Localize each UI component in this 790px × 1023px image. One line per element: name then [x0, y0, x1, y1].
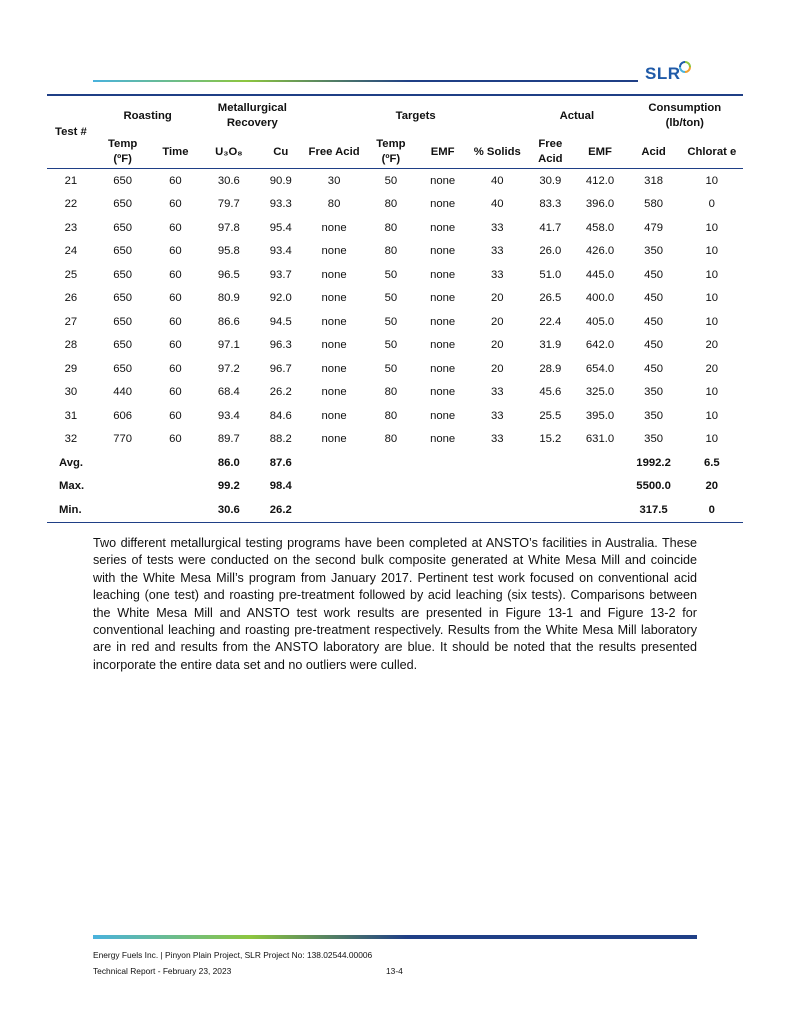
summary-empty-cell: [364, 475, 418, 499]
cell-emf: none: [430, 409, 456, 422]
cell-free-acid: none: [321, 315, 347, 328]
header-actual: Actual: [527, 95, 626, 136]
cell-free-acid: none: [321, 245, 347, 258]
cell-test: 23: [64, 221, 78, 234]
cell-u3o8: 68.4: [217, 386, 240, 399]
cell-time: 60: [169, 315, 182, 328]
cell-test: 29: [64, 362, 78, 375]
cell-solids: 33: [491, 409, 504, 422]
footer-project-line: Energy Fuels Inc. | Pinyon Plain Project, SLR Project No: 138.02544.00006: [93, 950, 373, 960]
summary-empty-cell: [467, 475, 527, 499]
summary-empty-cell: [304, 451, 364, 475]
cell-a-emf: 325.0: [585, 386, 615, 399]
cell-temp: 650: [113, 339, 133, 352]
header-consumption: Consumption (lb/ton): [627, 95, 743, 136]
table-row: [47, 193, 743, 217]
cell-temp: 770: [113, 433, 133, 446]
cell-free-acid: none: [321, 339, 347, 352]
cell-a-free-acid: 30.9: [539, 174, 562, 187]
summary-cu: 87.6: [269, 456, 292, 469]
cell-solids: 20: [491, 362, 504, 375]
cell-free-acid: 30: [327, 174, 341, 187]
cell-acid: 350: [644, 386, 664, 399]
cell-cu: 96.3: [269, 339, 292, 352]
col-roast-temp: [95, 136, 151, 169]
table-body: [47, 169, 743, 523]
cell-emf: none: [430, 339, 456, 352]
cell-t-temp: 50: [384, 362, 398, 375]
footer-rule: [93, 935, 697, 939]
cell-a-free-acid: 25.5: [539, 409, 562, 422]
summary-empty-cell: [364, 498, 418, 522]
summary-empty-cell: [150, 475, 200, 499]
cell-test: 25: [64, 268, 78, 281]
cell-time: 60: [169, 268, 182, 281]
cell-acid: 450: [644, 362, 664, 375]
cell-temp: 650: [113, 268, 133, 281]
cell-emf: none: [430, 221, 456, 234]
cell-temp: 606: [113, 409, 133, 422]
summary-empty-cell: [574, 498, 627, 522]
cell-emf: none: [430, 198, 456, 211]
cell-temp: 650: [113, 245, 133, 258]
cell-acid: 350: [644, 433, 664, 446]
summary-empty-cell: [304, 498, 364, 522]
cell-time: 60: [169, 433, 182, 446]
cell-a-free-acid: 26.5: [539, 292, 562, 305]
col-roast-temp-label: Temp: [107, 138, 138, 150]
cell-solids: 20: [491, 292, 504, 305]
cell-a-free-acid: 31.9: [539, 339, 562, 352]
summary-label: Max.: [59, 480, 85, 493]
cell-test: 30: [64, 386, 78, 399]
summary-label: Avg.: [59, 456, 84, 469]
cell-cu: 96.7: [269, 362, 292, 375]
header-test-number: Test #: [47, 95, 95, 169]
summary-empty-cell: [95, 475, 151, 499]
cell-chlorate: 10: [705, 221, 719, 234]
summary-empty-cell: [150, 451, 200, 475]
cell-free-acid: none: [321, 268, 347, 281]
cell-test: 21: [64, 174, 78, 187]
cell-a-emf: 631.0: [585, 433, 615, 446]
cell-acid: 450: [644, 339, 664, 352]
cell-chlorate: 10: [705, 174, 719, 187]
col-percent-solids: % Solids: [467, 136, 527, 169]
table-row: [47, 404, 743, 428]
cell-cu: 84.6: [269, 409, 292, 422]
cell-emf: none: [430, 433, 456, 446]
cell-acid: 450: [644, 292, 664, 305]
cell-chlorate: 10: [705, 386, 719, 399]
table-row: [47, 216, 743, 240]
cell-cu: 92.0: [269, 292, 292, 305]
page-number: 13-4: [386, 966, 403, 976]
table-group-header-row: [47, 95, 743, 136]
col-chlorate: Chlorat e: [681, 136, 743, 169]
cell-temp: 650: [113, 221, 133, 234]
summary-empty-cell: [418, 451, 468, 475]
cell-a-emf: 458.0: [585, 221, 615, 234]
cell-test: 28: [64, 339, 78, 352]
table-row: [47, 381, 743, 405]
cell-time: 60: [169, 386, 182, 399]
cell-t-temp: 80: [384, 245, 398, 258]
table-row: [47, 310, 743, 334]
summary-row: [47, 475, 743, 499]
col-target-temp-unit: (ºF): [381, 153, 401, 165]
summary-empty-cell: [95, 498, 151, 522]
summary-acid: 1992.2: [636, 456, 671, 469]
cell-temp: 650: [113, 292, 133, 305]
cell-solids: 40: [491, 174, 504, 187]
cell-solids: 33: [491, 433, 504, 446]
summary-row: [47, 498, 743, 522]
col-cu: Cu: [257, 136, 304, 169]
cell-chlorate: 10: [705, 292, 719, 305]
col-acid: Acid: [627, 136, 681, 169]
cell-chlorate: 10: [705, 315, 719, 328]
cell-a-emf: 642.0: [585, 339, 615, 352]
cell-u3o8: 97.8: [217, 221, 240, 234]
cell-free-acid: 80: [327, 198, 341, 211]
cell-cu: 94.5: [269, 315, 292, 328]
cell-time: 60: [169, 339, 182, 352]
summary-empty-cell: [150, 498, 200, 522]
cell-a-free-acid: 26.0: [539, 245, 562, 258]
table-row: [47, 334, 743, 358]
cell-a-emf: 412.0: [585, 174, 615, 187]
cell-temp: 650: [113, 198, 133, 211]
summary-empty-cell: [467, 451, 527, 475]
table-row: [47, 169, 743, 193]
cell-solids: 33: [491, 221, 504, 234]
cell-emf: none: [430, 386, 456, 399]
cell-cu: 90.9: [269, 174, 292, 187]
table-row: [47, 240, 743, 264]
summary-acid: 317.5: [627, 498, 681, 522]
cell-a-emf: 395.0: [585, 409, 615, 422]
cell-cu: 93.4: [269, 245, 292, 258]
cell-time: 60: [169, 174, 182, 187]
summary-chlorate: 0: [681, 498, 743, 522]
cell-u3o8: 97.1: [217, 339, 240, 352]
cell-chlorate: 10: [705, 409, 719, 422]
cell-t-temp: 80: [384, 198, 398, 211]
cell-a-free-acid: 15.2: [539, 433, 562, 446]
cell-a-free-acid: 51.0: [539, 268, 562, 281]
table-column-header-row: [47, 136, 743, 169]
cell-time: 60: [169, 292, 182, 305]
summary-empty-cell: [304, 475, 364, 499]
cell-emf: none: [430, 174, 456, 187]
cell-a-emf: 426.0: [585, 245, 615, 258]
cell-a-emf: 400.0: [585, 292, 615, 305]
cell-time: 60: [169, 362, 182, 375]
table-row: [47, 357, 743, 381]
summary-empty-cell: [95, 451, 151, 475]
summary-empty-cell: [418, 475, 468, 499]
cell-t-temp: 80: [384, 386, 398, 399]
cell-a-free-acid: 45.6: [539, 386, 562, 399]
cell-temp: 440: [113, 386, 133, 399]
summary-chlorate: 6.5: [703, 456, 720, 469]
cell-a-free-acid: 41.7: [539, 221, 562, 234]
header-roasting: Roasting: [95, 95, 201, 136]
cell-emf: none: [430, 268, 456, 281]
cell-u3o8: 89.7: [217, 433, 240, 446]
cell-chlorate: 10: [705, 433, 719, 446]
cell-u3o8: 97.2: [217, 362, 240, 375]
cell-chlorate: 20: [705, 339, 719, 352]
cell-t-temp: 80: [384, 409, 398, 422]
cell-acid: 479: [644, 221, 664, 234]
summary-u3o8: 30.6: [200, 498, 257, 522]
cell-t-temp: 50: [384, 315, 398, 328]
summary-empty-cell: [364, 451, 418, 475]
cell-a-emf: 654.0: [585, 362, 615, 375]
cell-t-temp: 50: [384, 268, 398, 281]
cell-cu: 93.3: [269, 198, 292, 211]
footer-report-line: Technical Report - February 23, 2023: [93, 966, 232, 976]
cell-emf: none: [430, 315, 456, 328]
cell-free-acid: none: [321, 292, 347, 305]
cell-solids: 20: [491, 339, 504, 352]
cell-chlorate: 10: [705, 268, 719, 281]
cell-u3o8: 79.7: [217, 198, 240, 211]
cell-free-acid: none: [321, 386, 347, 399]
cell-chlorate: 10: [705, 245, 719, 258]
cell-u3o8: 86.6: [217, 315, 240, 328]
cell-t-temp: 80: [384, 221, 398, 234]
cell-test: 24: [64, 245, 78, 258]
summary-cu: 98.4: [269, 480, 292, 493]
cell-cu: 95.4: [269, 221, 292, 234]
cell-solids: 33: [491, 386, 504, 399]
cell-solids: 40: [491, 198, 504, 211]
cell-u3o8: 93.4: [217, 409, 240, 422]
cell-t-temp: 50: [384, 339, 398, 352]
col-target-emf: EMF: [418, 136, 468, 169]
slr-logo: SLR: [645, 64, 681, 83]
cell-a-free-acid: 28.9: [539, 362, 562, 375]
cell-emf: none: [430, 362, 456, 375]
cell-cu: 26.2: [269, 386, 292, 399]
col-roast-temp-unit: (ºF): [113, 153, 132, 165]
cell-acid: 580: [644, 198, 664, 211]
header-rule: [93, 80, 638, 82]
cell-time: 60: [169, 198, 182, 211]
cell-free-acid: none: [321, 362, 347, 375]
test-results-table: [47, 94, 743, 523]
cell-free-acid: none: [321, 409, 347, 422]
col-target-free-acid: Free Acid: [304, 136, 364, 169]
cell-free-acid: none: [321, 221, 347, 234]
cell-u3o8: 80.9: [217, 292, 240, 305]
col-u3o8: U₃O₈: [200, 136, 257, 169]
summary-empty-cell: [527, 475, 573, 499]
cell-u3o8: 95.8: [217, 245, 240, 258]
cell-solids: 33: [491, 245, 504, 258]
cell-cu: 88.2: [269, 433, 292, 446]
cell-t-temp: 50: [384, 174, 398, 187]
summary-cu: 26.2: [257, 498, 304, 522]
summary-empty-cell: [418, 498, 468, 522]
cell-test: 22: [64, 198, 78, 211]
cell-time: 60: [169, 221, 182, 234]
cell-a-free-acid: 22.4: [539, 315, 562, 328]
cell-a-emf: 396.0: [585, 198, 615, 211]
summary-empty-cell: [467, 498, 527, 522]
summary-acid: 5500.0: [636, 480, 671, 493]
summary-label: Min.: [47, 498, 95, 522]
cell-test: 31: [64, 409, 78, 422]
cell-solids: 33: [491, 268, 504, 281]
body-paragraph: [93, 535, 697, 674]
cell-time: 60: [169, 409, 182, 422]
cell-acid: 450: [644, 315, 664, 328]
cell-free-acid: none: [321, 433, 347, 446]
cell-temp: 650: [113, 362, 133, 375]
cell-acid: 350: [644, 245, 664, 258]
table-row: [47, 287, 743, 311]
cell-cu: 93.7: [269, 268, 292, 281]
cell-t-temp: 80: [384, 433, 398, 446]
cell-temp: 650: [113, 315, 133, 328]
summary-u3o8: 99.2: [217, 480, 240, 493]
summary-u3o8: 86.0: [217, 456, 240, 469]
header-targets: Targets: [304, 95, 527, 136]
col-roast-time: Time: [150, 136, 200, 169]
body-text: Two different metallurgical testing programs have been completed at ANSTO’s facilities in Australia. These series of tests were conducted on the second bulk composite generated at White Mesa Mill and coincide with the White Mesa Mill’s program from January 2017. Pertinent test work focused on conventional acid leaching (one test) and roasting pre-treatment followed by acid leaching (six tests). Comparisons between the White Mesa Mill and ANSTO test work results are presented in Figure 13-1 and Figure 13-2 for conventional leaching and roasting pre-treatment respectively. Results from the White Mesa Mill laboratory are in red and results from the ANSTO laboratory are blue. It should be noted that the results presented incorporate the entire data set and no outliers were culled.: [93, 536, 697, 672]
cell-a-emf: 445.0: [585, 268, 615, 281]
cell-time: 60: [169, 245, 182, 258]
cell-test: 27: [64, 315, 78, 328]
header-metallurgical-recovery: Metallurgical Recovery: [200, 95, 304, 136]
cell-chlorate: 20: [705, 362, 719, 375]
cell-acid: 318: [644, 174, 664, 187]
cell-t-temp: 50: [384, 292, 398, 305]
summary-empty-cell: [527, 451, 573, 475]
cell-a-emf: 405.0: [585, 315, 615, 328]
summary-empty-cell: [574, 475, 627, 499]
cell-emf: none: [430, 292, 456, 305]
cell-solids: 20: [491, 315, 504, 328]
cell-u3o8: 30.6: [217, 174, 240, 187]
slr-logo-mark-icon: [679, 61, 691, 73]
cell-u3o8: 96.5: [217, 268, 240, 281]
cell-test: 26: [64, 292, 78, 305]
cell-test: 32: [64, 433, 78, 446]
summary-chlorate: 20: [705, 480, 719, 493]
cell-acid: 450: [644, 268, 664, 281]
cell-temp: 650: [113, 174, 133, 187]
col-target-temp-label: Temp: [376, 138, 406, 150]
summary-empty-cell: [527, 498, 573, 522]
col-actual-free-acid: Free Acid: [527, 136, 573, 169]
table-row: [47, 428, 743, 452]
summary-empty-cell: [574, 451, 627, 475]
summary-row: [47, 451, 743, 475]
table-row: [47, 263, 743, 287]
cell-chlorate: 0: [708, 198, 715, 211]
col-actual-emf: EMF: [574, 136, 627, 169]
cell-emf: none: [430, 245, 456, 258]
cell-a-free-acid: 83.3: [539, 198, 562, 211]
col-target-temp: [364, 136, 418, 169]
cell-acid: 350: [644, 409, 664, 422]
